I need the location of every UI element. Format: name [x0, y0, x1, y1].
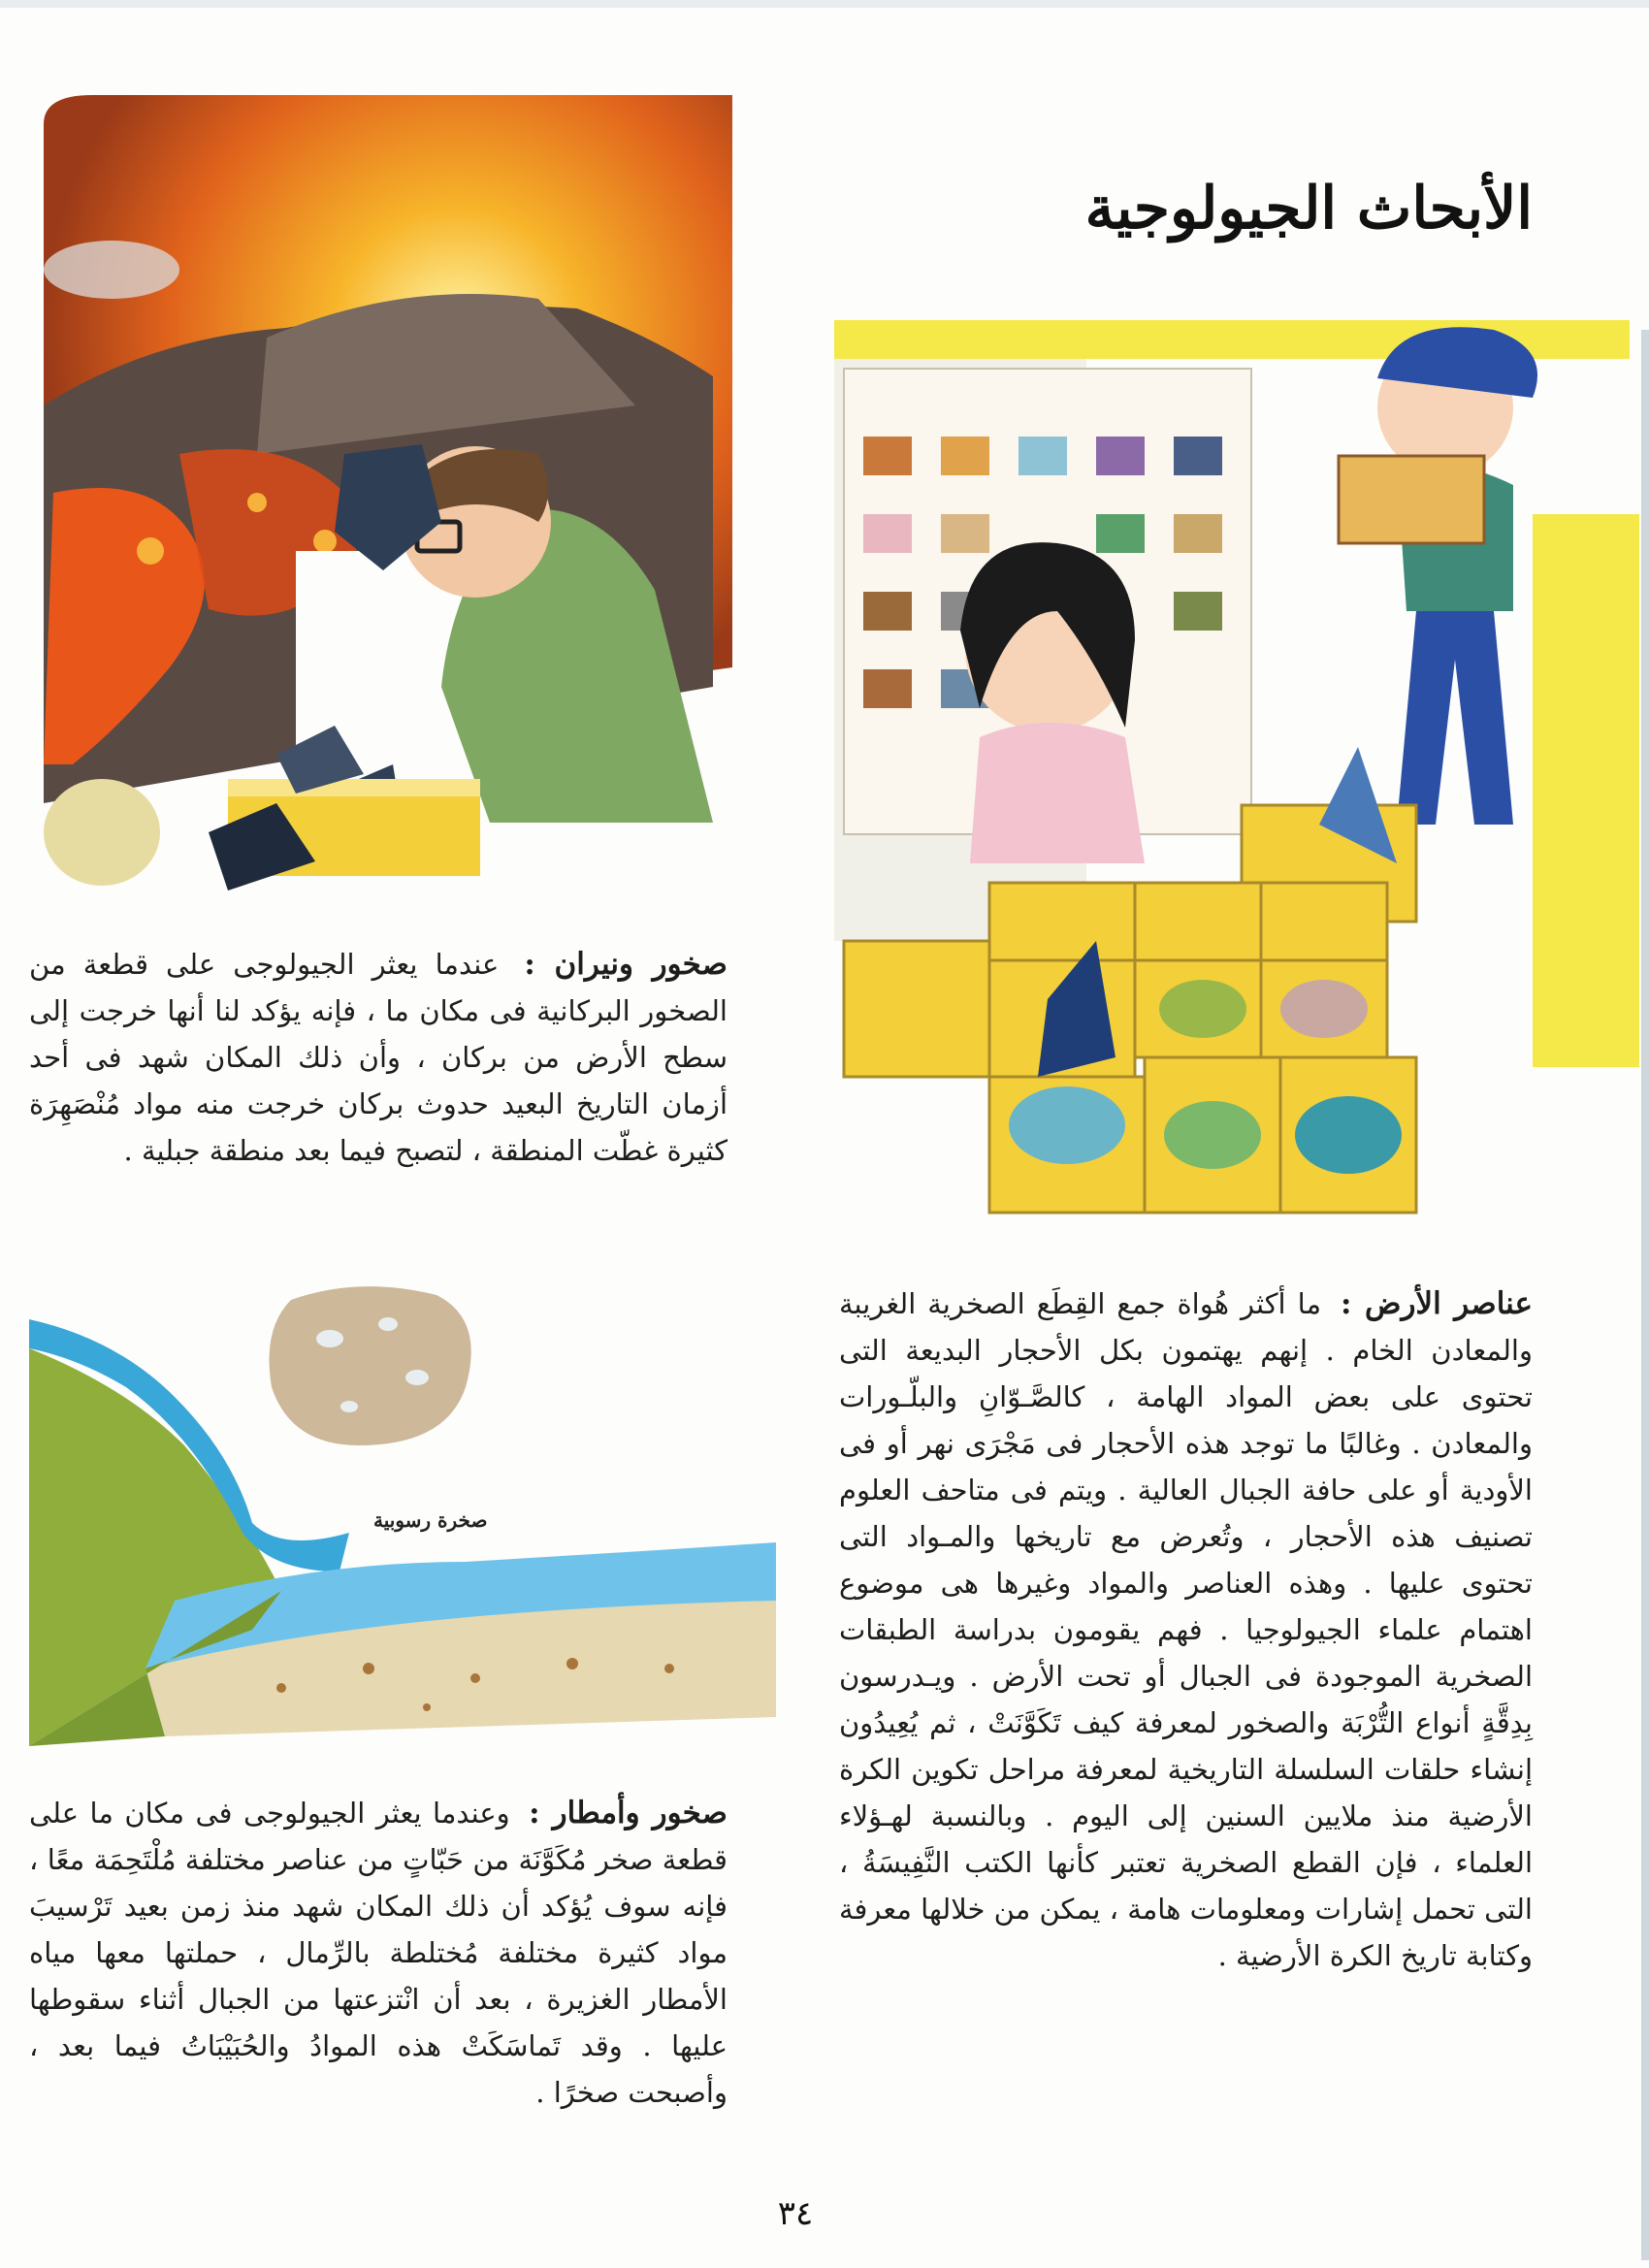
earth-elements-body: ما أكثر هُواة جمع القِطَع الصخرية الغريبة والمعادن الخام . إنهم يهتمون بكل الأحجار البديعة التى تحتوى على بعض المواد الهامة ، كالصَّـوّانِ والبلّـورات والمعادن . وغالبًا ما توجد هذه الأحجار فى مَجْرَى نهر أو فى الأودية أو على حافة الجبال العالية . ويتم فى متاحف العلوم تصنيف هذه الأحجار ، وتُعرض مع تاريخها والمـواد التى تحتوى عليها . وهذه العناصر والمواد وغيرها هى موضوع اهتمام علماء الجيولوجيا . فهم يقومون بدراسة الطبقات الصخرية الموجودة فى الجبال أو تحت الأرض . ويـدرسون بِدِقَّةٍ أنواع التُّرْبَة والصخور لمعرفة كيف تَكَوَّنَتْ ، ثم يُعِيدُون إنشاء حلقات السلسلة التاريخية لمعرفة مراحل تكوين الكرة الأرضية منذ ملايين السنين إلى اليوم . وبالنسبة لهـؤلاء العلماء ، فإن القطع الصخرية تعتبر كأنها الكتب النَّفِيسَةُ ، التى تحمل إشارات ومعلومات هامة ، يمكن من خلالها معرفة وكتابة تاريخ الكرة الأرضية .: [839, 1287, 1533, 1972]
rain-rocks-paragraph: [29, 1790, 728, 2116]
rain-rocks-heading: صخور وأمطار :: [529, 1796, 728, 1831]
earth-elements-paragraph: [839, 1280, 1533, 1979]
volcano-rocks-heading: صخور ونيران :: [524, 947, 728, 982]
page-top-edge: [0, 0, 1649, 8]
page-title: الأبحاث الجيولوجية: [1084, 175, 1533, 243]
page-number: ٣٤: [777, 2194, 814, 2233]
rock-collection-illustration: [815, 320, 1649, 1222]
earth-elements-heading: عناصر الأرض :: [1340, 1286, 1534, 1321]
sedimentary-rock-caption: صخرة رسوبية: [373, 1508, 488, 1532]
rain-rocks-body: وعندما يعثر الجيولوجى فى مكان ما على قطعة صخر مُكَوَّنَة من حَبّاتٍ من عناصر مختلفة مُلْتَحِمَة معًا ، فإنه سوف يُؤكد أن ذلك المكان شهد منذ زمن بعيد تَرْسيبَ مواد كثيرة مختلفة مُختلطة بالرِّمال ، حملتها معها مياه الأمطار الغزيرة ، بعد أن انْتزعتها من الجبال أثناء سقوطها عليها . وقد تَماسَكَتْ هذه الموادُ والحُبَيْبَاتُ فيما بعد ، وأصبحت صخرًا .: [29, 1797, 728, 2109]
volcano-rocks-paragraph: [29, 941, 728, 1174]
volcano-geologist-illustration: [34, 85, 742, 910]
volcano-rocks-body: عندما يعثر الجيولوجى على قطعة من الصخور البركانية فى مكان ما ، فإنه يؤكد لنا أنها خرجت إلى سطح الأرض من بركان ، وأن ذلك المكان شهد فى أحد أزمان التاريخ البعيد حدوث بركان خرجت منه مواد مُنْصَهِرَة كثيرة غطّت المنطقة ، لتصبح فيما بعد منطقة جبلية .: [29, 948, 728, 1167]
